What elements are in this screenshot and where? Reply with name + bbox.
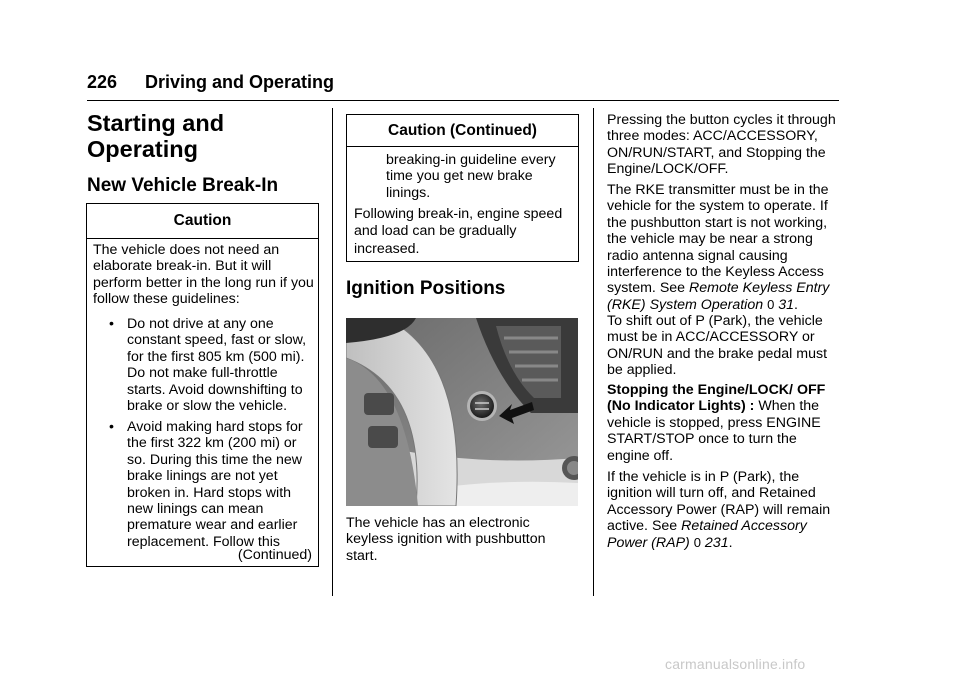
page-ref-icon: 0	[693, 534, 701, 550]
rke-text: The RKE transmitter must be in the vehicle for the system to operate. If the pushbutton start is not working, the vehicle may be near a strong radio antenna signal causing interference to the Keyless Access system. See	[607, 182, 829, 297]
shift-paragraph: To shift out of P (Park), the vehicle must be in ACC/ACCESSORY or ON/RUN and the brake pedal must be applied.	[607, 313, 828, 379]
rap-period: .	[728, 534, 733, 551]
bullet-marker: •	[109, 316, 114, 332]
bullet-text: Do not drive at any one constant speed, fast or slow, for the first 805 km (500 mi). Do not make full-throttle starts. Avoid downshifting to brake or slow the vehicle.	[127, 316, 307, 415]
stopping-paragraph	[607, 382, 843, 464]
page-number: 226	[87, 72, 118, 92]
column-divider-left	[332, 108, 333, 596]
bullet-text: Avoid making hard stops for the first 322 km (200 mi) or so. During this time the new brake linings are not yet broken in. Hard stops with new linings can mean premature wear and earlier replacement. Follow this	[127, 419, 303, 550]
rke-link[interactable]: Remote Keyless Entry (RKE) System Operation	[607, 280, 830, 313]
ignition-illustration	[346, 318, 578, 506]
rap-link[interactable]: Retained Accessory Power (RAP)	[607, 518, 807, 551]
watermark: carmanualsonline.info	[665, 656, 806, 672]
ignition-caption: The vehicle has an electronic keyless ignition with pushbutton start.	[346, 515, 546, 564]
bullet-marker: •	[109, 419, 114, 435]
caution-intro: The vehicle does not need an elaborate break-in. But it will perform better in the long run if you follow these guidelines:	[93, 242, 314, 308]
rke-page-ref[interactable]: 31	[778, 296, 795, 313]
engine-start-button	[467, 391, 497, 421]
rap-paragraph	[607, 469, 843, 551]
rap-text: If the vehicle is in P (Park), the ignition will turn off, and Retained Accessory Power (RAP) will remain active. See	[607, 469, 831, 535]
after-break-in-text: Following break-in, engine speed and load can be gradually increased.	[354, 206, 563, 257]
column-divider-right	[593, 108, 594, 596]
break-in-heading: New Vehicle Break-In	[87, 175, 279, 196]
caution-title: Caution	[87, 204, 318, 239]
rke-paragraph	[607, 182, 843, 313]
page-header	[87, 70, 839, 101]
ignition-heading: Ignition Positions	[346, 278, 506, 299]
rap-page-ref[interactable]: 231	[704, 534, 729, 551]
page-heading: Starting and Operating	[87, 110, 225, 162]
caution-continued-text: breaking-in guideline every time you get new brake linings.	[386, 152, 556, 201]
stopping-text: When the vehicle is stopped, press ENGINE START/STOP once to turn the engine off.	[607, 398, 821, 464]
rke-period: .	[794, 296, 798, 313]
section-title: Driving and Operating	[145, 72, 335, 92]
caution-continued-title: Caution (Continued)	[347, 115, 578, 147]
modes-paragraph: Pressing the button cycles it through three modes: ACC/ACCESSORY, ON/RUN/START, and Stopping the Engine/LOCK/OFF.	[607, 112, 836, 178]
stopping-heading: Stopping the Engine/LOCK/ OFF (No Indicator Lights) :	[607, 382, 826, 415]
ignition-photo	[346, 318, 578, 506]
page-ref-icon: 0	[767, 296, 775, 312]
continued-label: (Continued)	[237, 547, 312, 563]
